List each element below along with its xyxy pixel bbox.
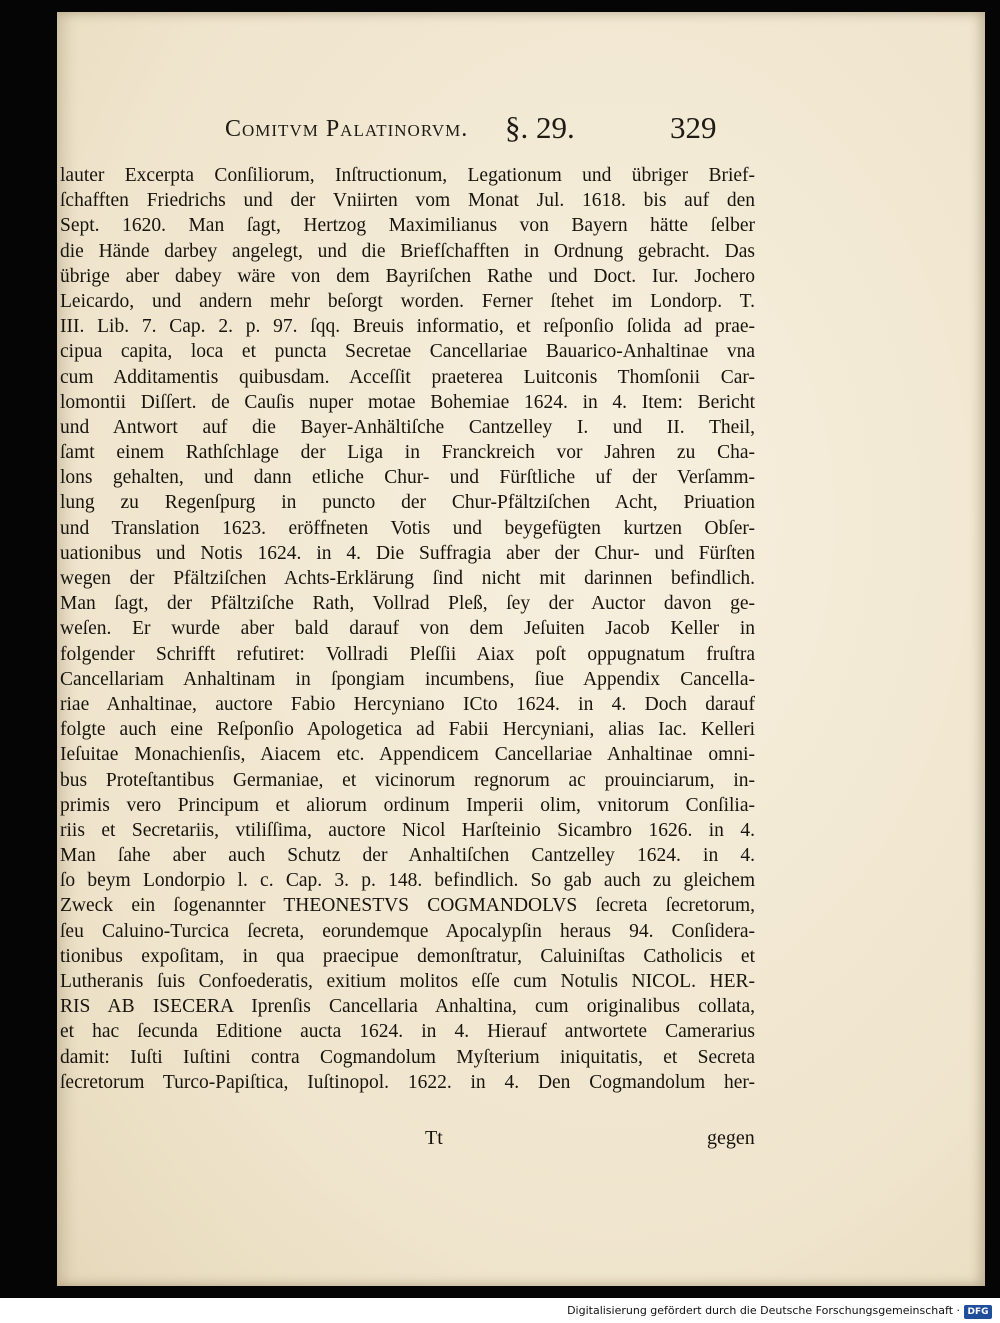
text-line: und Translation 1623. eröffneten Votis und beygefügten kurtzen Obſer- (60, 517, 755, 539)
text-line: cipua capita, loca et puncta Secretae Cancellariae Bauarico-Anhaltinae vna (60, 341, 755, 363)
body-text (60, 163, 755, 1095)
text-line: riis et Secretariis, vtiliſſima, auctore Nicol Harſteinio Sicambro 1626. in 4. (60, 819, 755, 841)
text-line: Ieſuitae Monachienſis, Aiacem etc. Appendicem Cancellariae Anhaltinae omni- (60, 744, 755, 766)
signature-mark: Tt (425, 1127, 443, 1149)
text-line: uationibus und Notis 1624. in 4. Die Suffragia aber der Chur- und Fürſten (60, 542, 755, 564)
running-head (170, 108, 760, 152)
page-number: 329 (670, 110, 717, 145)
catchword: gegen (707, 1127, 755, 1149)
text-line: et hac ſecunda Editione aucta 1624. in 4. Hierauf antwortete Camerarius (60, 1021, 755, 1043)
text-line: Sept. 1620. Man ſagt, Hertzog Maximilianus von Bayern hätte ſelber (60, 215, 755, 237)
text-line: ſecretorum Turco-Papiſtica, Iuſtinopol. 1622. in 4. Den Cogmandolum her- (60, 1071, 755, 1093)
text-line: lauter Excerpta Conſiliorum, Inſtructionum, Legationum und übriger Brief- (60, 165, 755, 186)
text-line: primis vero Principum et aliorum ordinum Imperii olim, vnitorum Conſilia- (60, 794, 755, 816)
text-line: ſeu Caluino-Turcica ſecreta, eorundemque Apocalypſin heraus 94. Conſidera- (60, 920, 755, 942)
text-line: übrige aber dabey wäre von dem Bayriſchen Rathe und Doct. Iur. Jochero (60, 265, 755, 287)
dfg-logo: DFG (964, 1305, 992, 1319)
text-line: weſen. Er wurde aber bald darauf von dem Jeſuiten Jacob Keller in (60, 618, 755, 640)
section-number: §. 29. (505, 110, 575, 145)
text-line: bus Proteſtantibus Germaniae, et vicinorum regnorum ac prouinciarum, in- (60, 769, 755, 791)
text-line: lung zu Regenſpurg in puncto der Chur-Pfältziſchen Acht, Priuation (60, 492, 755, 514)
text-line: cum Additamentis quibusdam. Acceſſit praeterea Luitconis Thomſonii Car- (60, 366, 755, 388)
text-line: folgender Schrifft refutiret: Vollradi Pleſſii Aiax poſt oppugnatum fruſtra (60, 643, 755, 665)
text-line: Man ſahe aber auch Schutz der Anhaltiſchen Cantzelley 1624. in 4. (60, 845, 755, 867)
text-line: ſo beym Londorpio l. c. Cap. 3. p. 148. befindlich. So gab auch zu gleichem (60, 870, 755, 892)
running-head-title: Comitvm Palatinorvm. (225, 116, 469, 142)
text-line: ſamt einem Rathſchlage der Liga in Franckreich vor Jahren zu Cha- (60, 442, 755, 464)
funding-notice: Digitalisierung gefördert durch die Deutsche Forschungsgemeinschaft · (567, 1304, 960, 1317)
text-line: Lutheranis ſuis Confoederatis, exitium molitos eſſe cum Notulis NICOL. HER- (60, 971, 755, 992)
text-line: Man ſagt, der Pfältziſche Rath, Vollrad Pleß, ſey der Auctor davon ge- (60, 593, 755, 615)
text-line: ſchafften Friedrichs und der Vniirten vom Monat Jul. 1618. bis auf den (60, 190, 755, 212)
text-line: lons gehalten, und dann etliche Chur- und Fürſtliche uf der Verſamm- (60, 467, 755, 489)
text-line: riae Anhaltinae, auctore Fabio Hercyniano ICto 1624. in 4. Doch darauf (60, 693, 755, 715)
text-line: wegen der Pfältziſchen Achts-Erklärung ſind nicht mit darinnen befindlich. (60, 568, 755, 589)
footer-bar (0, 1302, 1000, 1323)
text-line: die Hände darbey angelegt, und die Briefſchafften in Ordnung gebracht. Das (60, 240, 755, 262)
text-line: folgte auch eine Reſponſio Apologetica ad Fabii Hercyniani, alias Iac. Kelleri (60, 719, 755, 741)
text-line: und Antwort auf die Bayer-Anhältiſche Cantzelley I. und II. Theil, (60, 416, 755, 438)
text-line: III. Lib. 7. Cap. 2. p. 97. ſqq. Breuis informatio, et reſponſio ſolida ad prae- (60, 316, 755, 338)
text-line: Leicardo, und andern mehr beſorgt worden. Ferner ſtehet im Londorp. T. (60, 290, 755, 312)
text-line: damit: Iuſti Iuſtini contra Cogmandolum Myſterium iniquitatis, et Secreta (60, 1046, 755, 1068)
text-line: lomontii Diſſert. de Cauſis nuper motae Bohemiae 1624. in 4. Item: Bericht (60, 391, 755, 413)
text-line: Cancellariam Anhaltinam in ſpongiam incumbens, ſiue Appendix Cancella- (60, 668, 755, 690)
text-line: Zweck ein ſogenannter THEONESTVS COGMANDOLVS ſecreta ſecretorum, (60, 895, 755, 917)
text-line: tionibus expoſitam, in qua praecipue demonſtratur, Caluiniſtas Catholicis et (60, 945, 755, 967)
text-line: RIS AB ISECERA Iprenſis Cancellaria Anhaltina, cum originalibus collata, (60, 996, 755, 1018)
